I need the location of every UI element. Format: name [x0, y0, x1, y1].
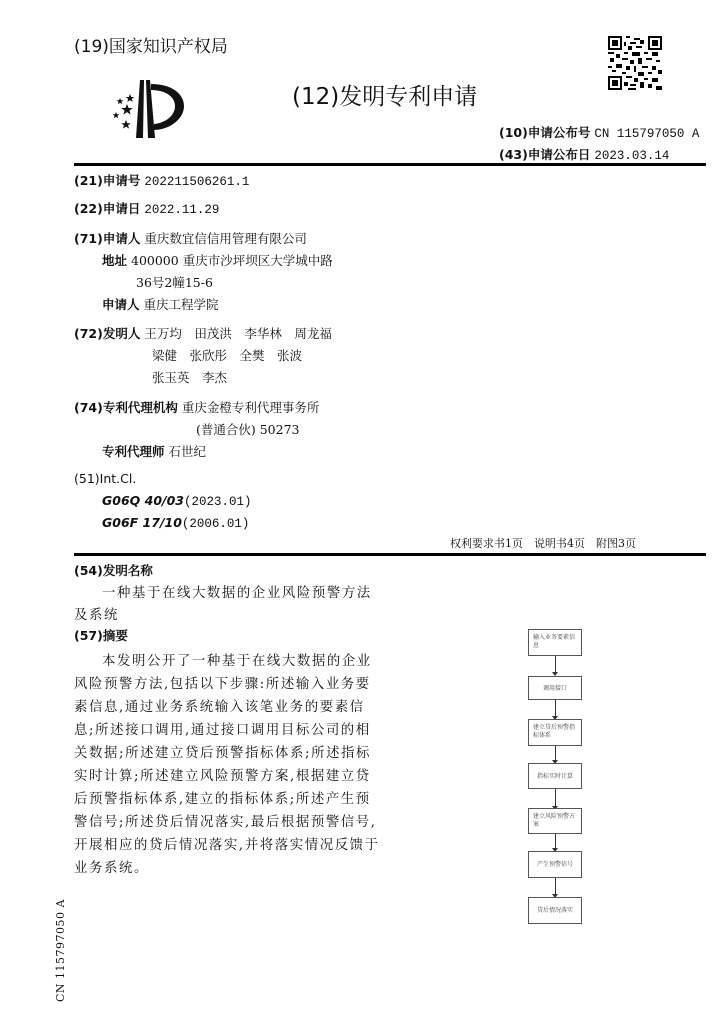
header-divider [74, 163, 706, 166]
application-date [74, 199, 219, 217]
invention-title-line-2: 及系统 [74, 608, 119, 623]
star-icon [113, 112, 120, 118]
ipc-class-2-version: (2006.01) [181, 517, 250, 531]
patent-agency-label: (74)专利代理机构 [74, 400, 178, 415]
qr-code-icon [608, 36, 662, 90]
publication-date [499, 145, 669, 163]
flowchart-step-input-business-info: 输入业务要素信息 [528, 629, 582, 656]
ipc-class-1-code: G06Q 40/03 [102, 493, 184, 508]
abstract-line: 实时计算;所述建立风险预警方案,根据建立贷 [74, 769, 371, 784]
ipc-label: (51)Int.Cl. [74, 471, 137, 486]
publication-date-label: (43)申请公布日 [499, 147, 591, 162]
application-number [74, 171, 249, 189]
publication-number-value: CN 115797050 A [594, 127, 700, 141]
publication-number [499, 123, 699, 141]
publication-number-label: (10)申请公布号 [499, 125, 591, 140]
inventors-line-1: 王万均 田茂洪 李华林 周龙福 [144, 326, 332, 341]
abstract-line: 业务系统。 [74, 861, 149, 876]
address-line-2: 36号2幢15-6 [136, 275, 213, 290]
cnipa-logo [110, 76, 190, 142]
patent-agent-value: 石世纪 [168, 444, 207, 459]
ipc-class-1-version: (2023.01) [184, 495, 252, 509]
page-counts: 权利要求书1页 说明书4页 附图3页 [450, 537, 636, 550]
inventors-line-2: 梁健 张欣彤 全樊 张波 [152, 348, 303, 363]
invention-title-line-1: 一种基于在线大数据的企业风险预警方法 [102, 586, 372, 601]
side-publication-code: CN 115797050 A [54, 899, 67, 1002]
address-value: 400000 重庆市沙坪坝区大学城中路 [131, 253, 333, 268]
document-type: (12)发明专利申请 [292, 84, 478, 110]
flowchart-step-call-interface: 调用接口 [528, 676, 582, 700]
applicant-2-value: 重庆工程学院 [143, 297, 219, 312]
flowchart-step-post-loan-check: 贷后情况落实 [528, 897, 582, 924]
patent-agency [74, 398, 319, 416]
applicant-2 [102, 295, 219, 313]
ipc-class-2-code: G06F 17/10 [102, 515, 182, 530]
logo-arc [151, 84, 184, 130]
star-icon [126, 94, 135, 102]
application-date-value: 2022.11.29 [144, 203, 220, 217]
patent-agent [102, 442, 206, 460]
application-date-label: (22)申请日 [74, 201, 141, 216]
abstract-line: 后预警指标体系,建立的指标体系;所述产生预 [74, 792, 371, 807]
inventors-label: (72)发明人 [74, 326, 141, 341]
applicant-value: 重庆数宜信信用管理有限公司 [144, 231, 307, 246]
invention-title-label: (54)发明名称 [74, 563, 153, 578]
abstract-line: 警信号;所述贷后情况落实,最后根据预警信号, [74, 815, 377, 830]
patent-agency-value: 重庆金橙专利代理事务所 [181, 400, 320, 415]
inventors-line-3: 张玉英 李杰 [152, 370, 228, 385]
abstract-line: 关数据;所述建立贷后预警指标体系;所述指标 [74, 746, 372, 761]
biblio-divider [74, 553, 706, 556]
publication-date-value: 2023.03.14 [594, 149, 670, 163]
applicant-1 [74, 229, 307, 247]
star-icon [121, 120, 131, 129]
ipc-class-1 [102, 493, 252, 509]
address-label: 地址 [102, 253, 128, 268]
abstract-line: 素信息,通过业务系统输入该笔业务的要素信 [74, 700, 365, 715]
star-icon [117, 98, 124, 104]
abstract-line: 风险预警方法,包括以下步骤:所述输入业务要 [74, 677, 371, 692]
inventors [74, 324, 332, 342]
office-name: (19)国家知识产权局 [74, 37, 228, 57]
flowchart-step-risk-plan: 建立风险预警方案 [528, 808, 582, 834]
abstract-line: 本发明公开了一种基于在线大数据的企业 [102, 654, 372, 669]
logo-bar-left [136, 80, 144, 138]
ipc-class-2 [102, 515, 249, 531]
address [102, 251, 333, 269]
applicant-2-label: 申请人 [102, 297, 140, 312]
flowchart-step-build-indicator-system: 建立贷后预警指标体系 [528, 719, 582, 746]
patent-agency-line-2: (普通合伙) 50273 [196, 422, 300, 437]
abstract-line: 开展相应的贷后情况落实,并将落实情况反馈于 [74, 838, 380, 853]
application-number-label: (21)申请号 [74, 173, 141, 188]
application-number-value: 202211506261.1 [144, 175, 250, 189]
flowchart-step-realtime-calc: 指标实时计算 [528, 763, 582, 789]
star-icon [121, 104, 133, 115]
abstract-label: (57)摘要 [74, 628, 128, 643]
abstract-line: 息;所述接口调用,通过接口调用目标公司的相 [74, 723, 371, 738]
applicant-label: (71)申请人 [74, 231, 141, 246]
patent-agent-label: 专利代理师 [102, 444, 165, 459]
flowchart-step-warning-signal: 产生预警信号 [528, 851, 582, 878]
